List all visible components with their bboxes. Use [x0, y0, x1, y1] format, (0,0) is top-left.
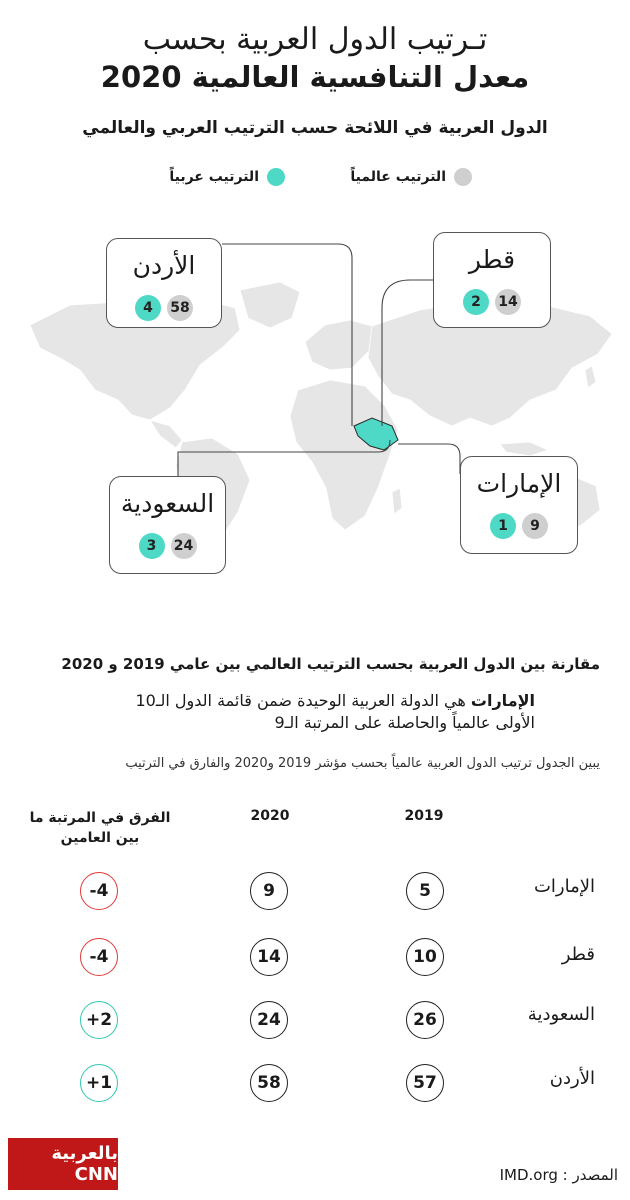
row-qatar-2020: 14 — [250, 938, 288, 976]
card-jordan-world-rank: 58 — [167, 295, 193, 321]
card-saudi-world-rank: 24 — [171, 533, 197, 559]
card-qatar-world-rank: 14 — [495, 289, 521, 315]
row-uae-2020: 9 — [250, 872, 288, 910]
row-uae-2019: 5 — [406, 872, 444, 910]
card-saudi-name: السعودية — [120, 489, 215, 518]
source-label: المصدر : IMD.org — [499, 1166, 618, 1184]
comparison-title: مقارنة بين الدول العربية بحسب الترتيب العالمي بين عامي 2019 و 2020 — [61, 655, 600, 673]
card-uae-arab-rank: 1 — [490, 513, 516, 539]
title-line-2: معدل التنافسية العالمية 2020 — [100, 60, 530, 94]
header-diff: الفرق في المرتبة ما بين العامين — [29, 810, 171, 846]
legend-arab — [169, 166, 285, 188]
card-uae-world-rank: 9 — [522, 513, 548, 539]
row-qatar-name: قطر — [561, 944, 595, 965]
legend-world-label: الترتيب عالمياً — [350, 169, 446, 185]
card-saudi-arab-rank: 3 — [139, 533, 165, 559]
card-qatar-arab-rank: 2 — [463, 289, 489, 315]
header-2019: 2019 — [404, 808, 444, 824]
card-jordan-arab-rank: 4 — [135, 295, 161, 321]
row-saudi-2019: 26 — [406, 1001, 444, 1039]
row-saudi-name: السعودية — [527, 1004, 595, 1025]
row-saudi-2020: 24 — [250, 1001, 288, 1039]
row-uae-name: الإمارات — [533, 876, 595, 897]
card-qatar — [433, 232, 551, 328]
card-saudi — [109, 476, 226, 574]
gray-dot-icon — [454, 168, 472, 186]
card-qatar-name: قطر — [468, 245, 516, 274]
card-uae-name: الإمارات — [476, 469, 562, 498]
teal-dot-icon — [267, 168, 285, 186]
row-qatar-2019: 10 — [406, 938, 444, 976]
row-jordan-name: الأردن — [549, 1068, 595, 1089]
uae-connector — [398, 444, 460, 474]
card-uae — [460, 456, 578, 554]
row-jordan-diff: +1 — [80, 1064, 118, 1102]
comparison-highlight: الإمارات — [470, 691, 535, 710]
comparison-note: يبين الجدول ترتيب الدول العربية عالمياً بحسب مؤشر 2019 و2020 والفارق في الترتيب — [125, 756, 600, 771]
row-uae-diff: -4 — [80, 872, 118, 910]
card-jordan-name: الأردن — [132, 251, 196, 280]
header-2020: 2020 — [250, 808, 290, 824]
subtitle: الدول العربية في اللائحة حسب الترتيب العربي والعالمي — [82, 118, 548, 138]
row-jordan-2019: 57 — [406, 1064, 444, 1102]
row-qatar-diff: -4 — [80, 938, 118, 976]
legend-arab-label: الترتيب عربياً — [169, 169, 259, 185]
title-line-1: تـرتيب الدول العربية بحسب — [142, 22, 488, 57]
legend-world — [350, 166, 472, 188]
row-jordan-2020: 58 — [250, 1064, 288, 1102]
comparison-text — [105, 690, 535, 734]
cnn-arabic-logo: بالعربية CNN — [8, 1138, 118, 1190]
row-saudi-diff: +2 — [80, 1001, 118, 1039]
card-jordan — [106, 238, 222, 328]
comparison-body: هي الدولة العربية الوحيدة ضمن قائمة الدول الـ10 الأولى عالمياً والحاصلة على المرتبة الـ9 — [135, 691, 535, 732]
